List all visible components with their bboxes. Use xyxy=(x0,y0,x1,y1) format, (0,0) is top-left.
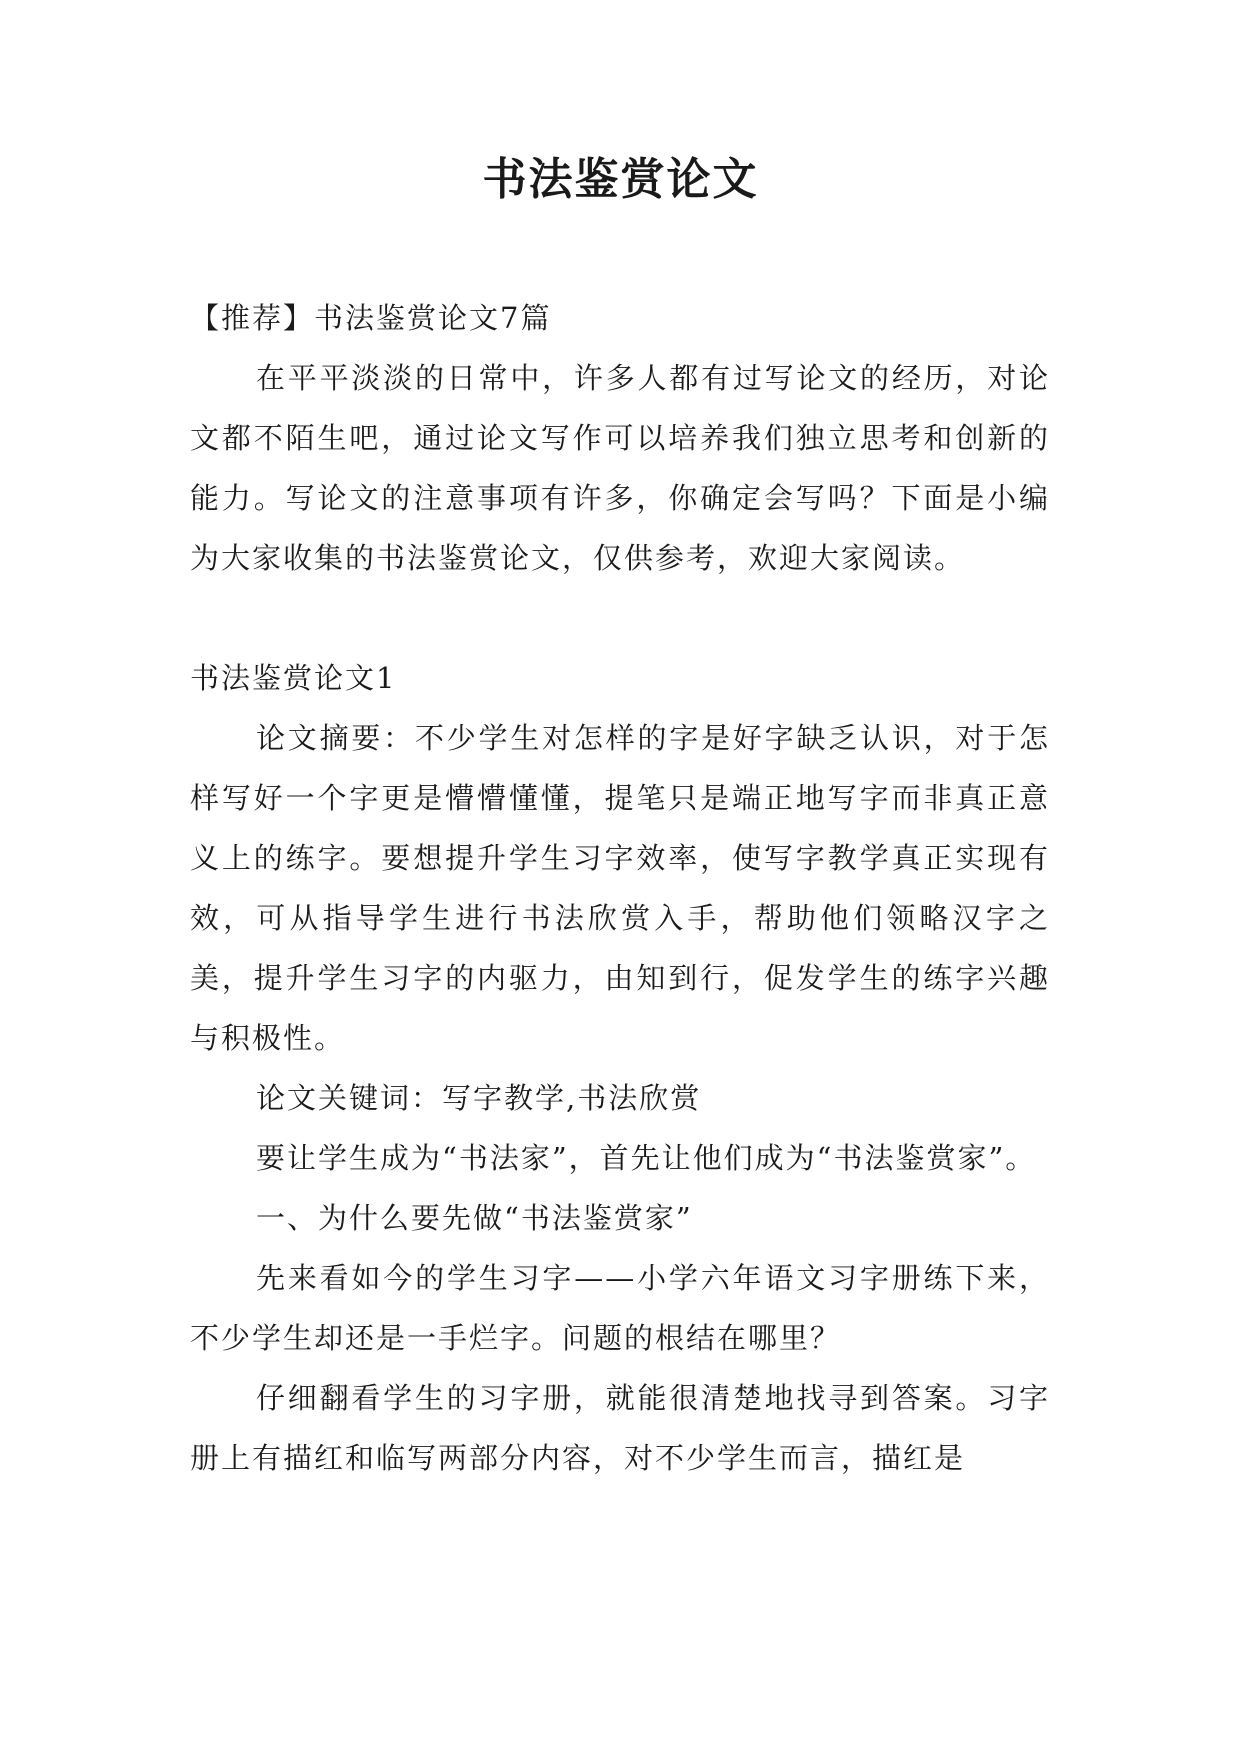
paragraph-spacer xyxy=(190,588,1050,648)
keywords-paragraph: 论文关键词：写字教学,书法欣赏 xyxy=(256,1081,702,1115)
body-paragraph: 要让学生成为“书法家”，首先让他们成为“书法鉴赏家”。 xyxy=(256,1141,1037,1175)
intro-paragraph: 在平平淡淡的日常中，许多人都有过写论文的经历，对论文都不陌生吧，通过论文写作可以培养我们独立思考和创新的能力。写论文的注意事项有许多，你确定会写吗？下面是小编为大家收集的书法鉴赏论文，仅供参考，欢迎大家阅读。 xyxy=(190,361,1050,575)
body-paragraph: 先来看如今的学生习字——小学六年语文习字册练下来，不少学生却还是一手烂字。问题的根结在哪里？ xyxy=(190,1261,1050,1355)
subheading-paragraph: 一、为什么要先做“书法鉴赏家” xyxy=(256,1201,693,1235)
abstract-paragraph: 论文摘要：不少学生对怎样的字是好字缺乏认识，对于怎样写好一个字更是懵懵懂懂，提笔只是端正地写字而非真正意义上的练字。要想提升学生习字效率，使写字教学真正实现有效，可从指导学生进行书法欣赏入手，帮助他们领略汉字之美，提升学生习字的内驱力，由知到行，促发学生的练字兴趣与积极性。 xyxy=(190,721,1050,1055)
section-heading: 书法鉴赏论文1 xyxy=(190,661,397,695)
page-title: 书法鉴赏论文 xyxy=(482,154,759,205)
body-paragraph: 仔细翻看学生的习字册，就能很清楚地找寻到答案。习字册上有描红和临写两部分内容，对不少学生而言，描红是 xyxy=(190,1381,1050,1475)
document-body xyxy=(190,288,1050,1488)
intro-heading: 【推荐】书法鉴赏论文7篇 xyxy=(190,301,552,335)
